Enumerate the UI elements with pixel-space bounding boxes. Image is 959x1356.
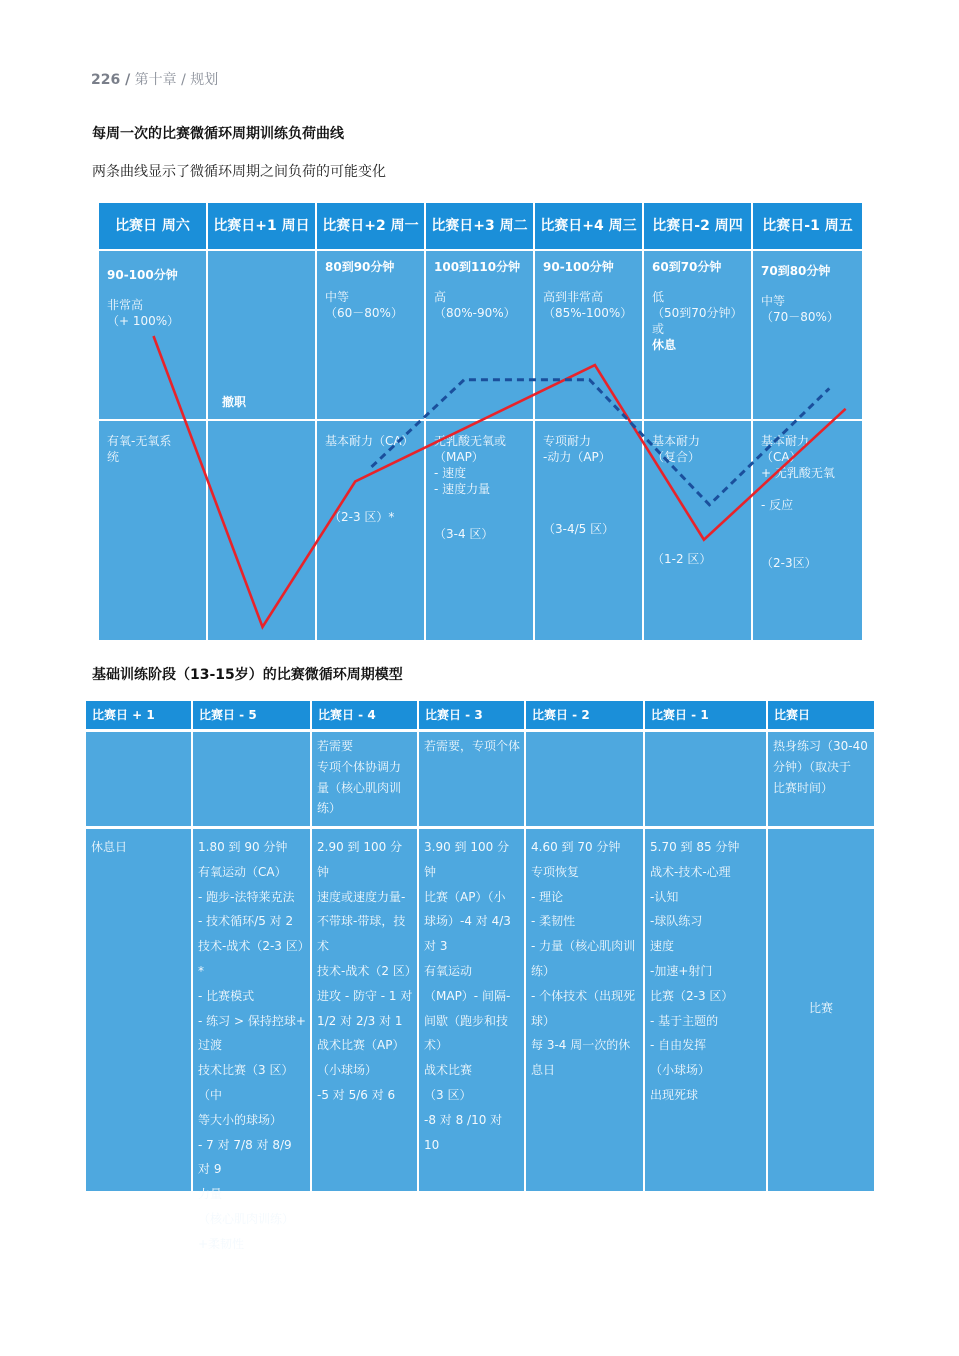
main-line: 比赛（AP）（小 bbox=[424, 889, 506, 904]
main-line: 2.90 到 100 分钟 bbox=[317, 840, 403, 879]
duration-label: 80到90分钟 bbox=[325, 260, 395, 274]
main-line: - 跑步-法特莱克法 bbox=[198, 889, 295, 904]
main-text bbox=[650, 835, 762, 1108]
chart-column-header: 比赛日 周六 bbox=[99, 203, 206, 249]
chart-row-content bbox=[753, 421, 862, 640]
main-line: -5 对 5/6 对 6 bbox=[317, 1087, 396, 1102]
chart-row-content bbox=[208, 421, 315, 640]
main-line: -加速+射门 bbox=[650, 963, 713, 978]
intensity-label: 非常高 bbox=[107, 298, 144, 312]
content-label: -动力（AP） bbox=[543, 450, 611, 464]
model-column-header: 比赛日 - 2 bbox=[526, 701, 643, 729]
optional-text bbox=[317, 736, 413, 819]
content-label: + 无乳酸无氧 bbox=[761, 466, 835, 480]
chart-column-header: 比赛日-2 周四 bbox=[644, 203, 751, 249]
content-label: - 速度力量 bbox=[434, 482, 491, 496]
main-text bbox=[91, 835, 187, 860]
model-row-optional bbox=[86, 732, 191, 826]
main-line: - 柔韧性 bbox=[531, 914, 576, 929]
model-row-optional bbox=[193, 732, 310, 826]
intensity-label: 高到非常高 bbox=[543, 290, 604, 304]
main-line: 有氧运动（CA） bbox=[198, 864, 287, 879]
main-line: 休息日 bbox=[91, 840, 128, 854]
rest-label: 休息 bbox=[652, 338, 677, 352]
model-row-optional bbox=[312, 732, 417, 826]
optional-line: 专项个体协调力 bbox=[317, 759, 402, 774]
zone-label: （3-4/5 区） bbox=[543, 522, 615, 536]
chart-column bbox=[644, 203, 751, 640]
main-line: - 7 对 7/8 对 8/9 对 9 bbox=[198, 1137, 292, 1177]
chart-column-header: 比赛日-1 周五 bbox=[753, 203, 862, 249]
main-line: 息日 bbox=[531, 1063, 556, 1078]
zone-label: （2-3 区）* bbox=[329, 510, 395, 524]
main-line: - 理论 bbox=[531, 889, 564, 904]
optional-line: 练） bbox=[317, 801, 342, 816]
optional-text bbox=[424, 736, 520, 757]
chart-column-header: 比赛日+1 周日 bbox=[208, 203, 315, 249]
main-line: -8 对 8 /10 对 10 bbox=[424, 1112, 503, 1152]
model-column-header: 比赛日 - 3 bbox=[419, 701, 524, 729]
main-line: 速度 bbox=[650, 939, 675, 954]
content-label: 有氧-无氧系 bbox=[107, 434, 172, 448]
optional-line: 若需要 bbox=[317, 739, 354, 753]
section1-title: 每周一次的比赛微循环周期训练负荷曲线 bbox=[92, 126, 344, 142]
duration-label: 90-100分钟 bbox=[107, 268, 178, 282]
duration-label: 70到80分钟 bbox=[761, 264, 831, 278]
chart-row-content bbox=[317, 421, 424, 640]
model-row-optional bbox=[419, 732, 524, 826]
content-label: 基本耐力 bbox=[761, 434, 810, 448]
main-line: 球场）-4 对 4/3 bbox=[424, 914, 511, 929]
model-row-main bbox=[768, 829, 874, 1191]
chart-column-header: 比赛日+2 周一 bbox=[317, 203, 424, 249]
main-line: 5.70 到 85 分钟 bbox=[650, 840, 740, 854]
main-line: 比赛（2-3 区） bbox=[650, 988, 734, 1003]
main-line: 4.60 到 70 分钟 bbox=[531, 840, 621, 854]
section1-subtitle: 两条曲线显示了微循环周期之间负荷的可能变化 bbox=[92, 164, 386, 180]
content-label: - 反应 bbox=[761, 498, 794, 512]
main-line: （3 区） bbox=[424, 1087, 472, 1102]
model-row-main bbox=[312, 829, 417, 1191]
model-column-header: 比赛日 bbox=[768, 701, 874, 729]
optional-line: 比赛时间） bbox=[773, 780, 834, 795]
intensity-label: 中等 bbox=[325, 290, 350, 304]
chart-column bbox=[99, 203, 206, 640]
main-line: - 个体技术（出现死 bbox=[531, 988, 636, 1003]
chart-row-content bbox=[99, 421, 206, 640]
header-separator: / bbox=[181, 72, 186, 88]
chart-column bbox=[317, 203, 424, 640]
main-line: - 练习 > 保持控球+ bbox=[198, 1013, 306, 1028]
chart-row-intensity bbox=[753, 251, 862, 419]
content-label: 无乳酸无氧或 bbox=[434, 434, 507, 448]
duration-label: 60到70分钟 bbox=[652, 260, 722, 274]
main-line: 进攻 - 防守 - 1 对 bbox=[317, 988, 413, 1003]
main-line: 专项恢复 bbox=[531, 864, 580, 879]
main-line: 1/2 对 2/3 对 1 bbox=[317, 1013, 403, 1028]
chart-row-content bbox=[535, 421, 642, 640]
model-column bbox=[312, 701, 417, 1191]
chapter-name: 第十章 bbox=[134, 72, 177, 88]
section2-title: 基础训练阶段（13-15岁）的比赛微循环周期模型 bbox=[92, 667, 403, 683]
chart-row-intensity bbox=[208, 251, 315, 419]
chart-row-intensity bbox=[426, 251, 533, 419]
model-row-optional bbox=[526, 732, 643, 826]
main-line: （小球场） bbox=[317, 1063, 378, 1078]
main-line: 练） bbox=[531, 963, 556, 978]
model-column-header: 比赛日 - 1 bbox=[645, 701, 766, 729]
zone-label: （2-3区） bbox=[761, 556, 817, 570]
main-line: 对 3 bbox=[424, 939, 448, 954]
main-line: -认知 bbox=[650, 889, 679, 904]
main-line: 等大小的球场） bbox=[198, 1112, 283, 1127]
model-row-optional bbox=[645, 732, 766, 826]
zone-label: （3-4 区） bbox=[434, 527, 494, 541]
duration-label: 90-100分钟 bbox=[543, 260, 614, 274]
model-row-optional bbox=[768, 732, 874, 826]
page-header bbox=[91, 69, 218, 89]
model-column bbox=[86, 701, 191, 1191]
main-line: 有氧运动 bbox=[424, 963, 473, 978]
optional-text bbox=[773, 736, 870, 798]
main-line: 术 bbox=[317, 939, 330, 954]
main-line: （MAP）- 间隔- bbox=[424, 988, 511, 1003]
match-label: 比赛 bbox=[808, 1001, 833, 1015]
model-row-main bbox=[645, 829, 766, 1191]
main-text bbox=[317, 835, 417, 1108]
main-line: 球） bbox=[531, 1013, 556, 1028]
model-column bbox=[645, 701, 766, 1191]
section-name: 规划 bbox=[190, 72, 219, 88]
intensity-label: （80%-90%） bbox=[434, 306, 516, 320]
optional-line: 若需要，专项个体 bbox=[424, 739, 521, 753]
chart-row-intensity bbox=[317, 251, 424, 419]
optional-line: 热身练习（30-40 bbox=[773, 739, 868, 753]
main-line: 术） bbox=[424, 1038, 449, 1053]
main-line: 技术-战术（2 区） bbox=[317, 963, 417, 978]
model-row-main bbox=[419, 829, 524, 1191]
intensity-label: 低 bbox=[652, 290, 665, 304]
main-line: - 技术循环/5 对 2 bbox=[198, 914, 294, 929]
chart-row-intensity bbox=[99, 251, 206, 419]
model-column bbox=[419, 701, 524, 1191]
intensity-label: （50到70分钟） bbox=[652, 306, 743, 320]
chart-row-content bbox=[644, 421, 751, 640]
chart-column-header: 比赛日+4 周三 bbox=[535, 203, 642, 249]
main-line: 战术比赛 bbox=[424, 1063, 473, 1078]
model-table bbox=[86, 701, 874, 1251]
main-line: - 比赛模式 bbox=[198, 988, 255, 1003]
duration-label: 100到110分钟 bbox=[434, 260, 521, 274]
content-label: 基本耐力（CA） bbox=[325, 434, 414, 448]
content-label: （复合） bbox=[652, 450, 701, 464]
chart-column bbox=[208, 203, 315, 640]
load-chart bbox=[99, 203, 862, 640]
main-line: （核心肌肉训练） bbox=[198, 1211, 295, 1226]
intensity-label: 高 bbox=[434, 290, 447, 304]
content-label: （MAP） bbox=[434, 450, 484, 464]
load-chart-table bbox=[99, 203, 862, 640]
main-line: 速度或速度力量- bbox=[317, 889, 406, 904]
main-line: 技术比赛（3 区）（中 bbox=[198, 1063, 294, 1102]
chart-row-content bbox=[426, 421, 533, 640]
optional-line: 量（核心肌肉训 bbox=[317, 780, 402, 795]
main-line: 1.80 到 90 分钟 bbox=[198, 840, 288, 854]
intensity-label: 中等 bbox=[761, 294, 786, 308]
zone-label: （1-2 区） bbox=[652, 552, 712, 566]
main-line: 战术比赛（AP） bbox=[317, 1038, 405, 1053]
model-column bbox=[526, 701, 643, 1191]
main-line: 力量 bbox=[198, 1187, 223, 1202]
intensity-label: （+ 100%） bbox=[107, 314, 180, 328]
main-line: 出现死球 bbox=[650, 1087, 699, 1102]
model-row-main bbox=[86, 829, 191, 1191]
main-line: 3.90 到 100 分钟 bbox=[424, 840, 510, 879]
page-number: 226 / bbox=[91, 72, 131, 88]
model-row-main bbox=[526, 829, 643, 1191]
chart-column bbox=[753, 203, 862, 640]
main-line: 技术-战术（2-3 区） bbox=[198, 939, 310, 954]
intensity-label: （60－80%） bbox=[325, 306, 403, 320]
model-column-header: 比赛日 - 4 bbox=[312, 701, 417, 729]
main-text bbox=[198, 835, 310, 1257]
intensity-label: 或 bbox=[652, 322, 665, 336]
model-column bbox=[768, 701, 874, 1191]
rest-day-label: 撤职 bbox=[222, 395, 247, 409]
main-line: 不带球-带球，技 bbox=[317, 914, 406, 929]
main-line: - 力量（核心肌肉训 bbox=[531, 939, 636, 954]
main-text bbox=[531, 835, 639, 1083]
main-line: 间歇（跑步和技 bbox=[424, 1013, 509, 1028]
model-column-header: 比赛日 + 1 bbox=[86, 701, 191, 729]
main-line: -球队练习 bbox=[650, 914, 703, 929]
main-line: 每 3-4 周一次的休 bbox=[531, 1038, 631, 1053]
model-row-main bbox=[193, 829, 310, 1251]
main-line: - 基于主题的 bbox=[650, 1013, 719, 1028]
chart-column-header: 比赛日+3 周二 bbox=[426, 203, 533, 249]
chart-column bbox=[426, 203, 533, 640]
intensity-label: （85%-100%） bbox=[543, 306, 633, 320]
main-text bbox=[424, 835, 520, 1157]
content-label: 专项耐力 bbox=[543, 434, 592, 448]
main-line: +柔韧性 bbox=[198, 1236, 245, 1251]
chart-row-intensity bbox=[644, 251, 751, 419]
content-label: （CA） bbox=[761, 450, 802, 464]
main-line: （小球场） bbox=[650, 1063, 711, 1078]
content-label: - 速度 bbox=[434, 466, 467, 480]
main-line: * bbox=[198, 963, 204, 978]
model-column bbox=[193, 701, 310, 1251]
chart-column bbox=[535, 203, 642, 640]
optional-line: 分钟）（取决于 bbox=[773, 759, 852, 774]
intensity-label: （70－80%） bbox=[761, 310, 839, 324]
main-line: 过渡 bbox=[198, 1038, 223, 1053]
main-line: - 自由发挥 bbox=[650, 1038, 707, 1053]
main-line: 战术-技术-心理 bbox=[650, 864, 731, 879]
chart-row-intensity bbox=[535, 251, 642, 419]
model-column-header: 比赛日 - 5 bbox=[193, 701, 310, 729]
content-label: 基本耐力 bbox=[652, 434, 701, 448]
content-label: 统 bbox=[107, 450, 120, 464]
